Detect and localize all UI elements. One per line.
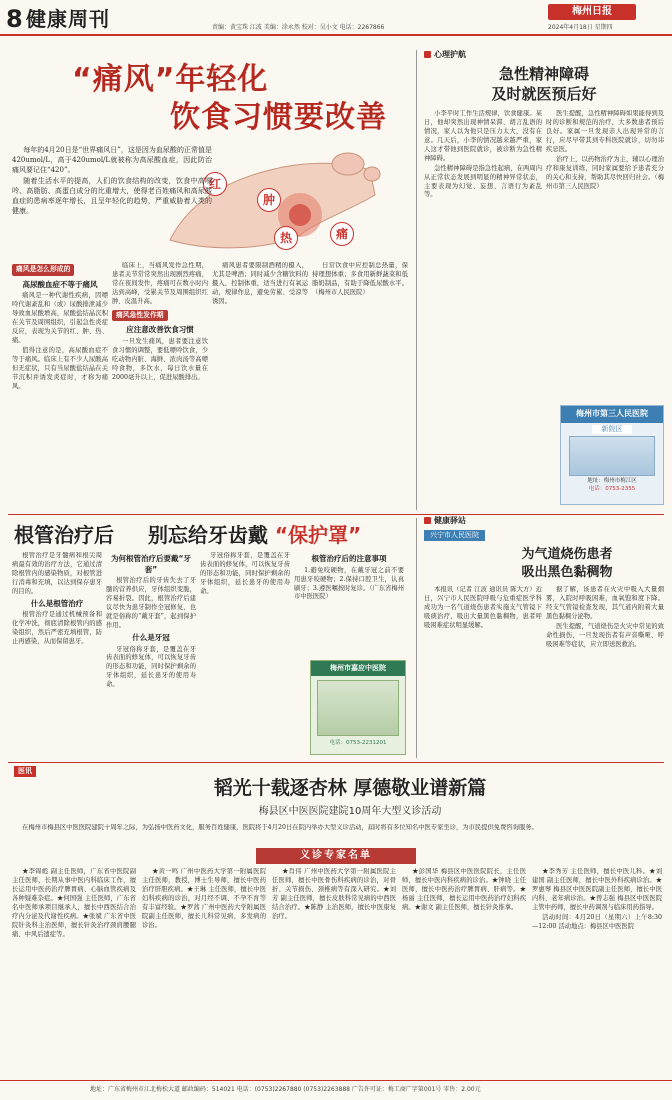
- foot-label-pain: 痛: [330, 222, 354, 246]
- hospital-ad-2: [310, 660, 406, 755]
- root-p2: 根管治疗是通过机械预备和化学冲洗，彻底清除根管内的感染组织，然后严密充填根管，防止再感染，从而保留患牙。: [12, 611, 102, 646]
- gout-col-2: [112, 262, 208, 510]
- root-title: [14, 522, 361, 549]
- foot-label-red: 红: [203, 172, 227, 196]
- gout-h1: 痛风是怎么形成的: [12, 264, 74, 276]
- anniv-intro: [12, 824, 662, 844]
- hospital-ad-1-name: 梅州市第三人民医院: [561, 406, 663, 423]
- mental-section-label: 心理护航: [424, 50, 466, 61]
- mental-p3: 医生提醒，急性精神障碍如果能得到及时的诊断和规范的治疗，大多数患者预后良好。家属一旦发现亲人出现异常的言行，应尽早带其到专科医院就诊，切勿讳疾忌医。: [546, 110, 664, 153]
- gout-lead: [12, 146, 212, 248]
- gout-p2: 值得注意的是，高尿酸血症不等于痛风。临床上有不少人尿酸高但无症状，只有当尿酸盐结晶在关节沉积并诱发炎症时，才称为痛风。: [12, 346, 108, 390]
- anniv-col3-text: ★肖伟 广州中医药大学第一附属医院主任医师，擅长中医骨伤科疾病的诊治，对骨折、关节损伤、颈椎病等有深入研究。★刘芳 副主任医师，擅长皮肤科常见病的中西医结合治疗。★陈静 主治医师，擅长中医康复治疗。: [272, 868, 396, 920]
- mental-p1: 小李平时工作生活规律，饮食健康。某日，他却突然出现神情呆滞、胡言乱语的情况，家人以为他只是压力太大，没有在意。几天后，小李的情况越来越严重，家人这才带他到医院就诊，被诊断为急性精神障碍。: [424, 110, 542, 162]
- anniv-tag: 医讯: [14, 766, 36, 777]
- root-h4: 根管治疗后的注意事项: [311, 554, 387, 563]
- gout-h2: 痛风急性发作期: [112, 310, 168, 322]
- mental-col-2: [546, 110, 664, 360]
- gout-col-3: [212, 262, 308, 510]
- gout-p4: 一旦发生痛风，患者要注意饮食习惯的调整，要低嘌呤饮食，少吃动物内脏、海鲜、浓肉汤等高嘌呤食物，多饮水，每日饮水量在2000毫升以上，促进尿酸排出。: [112, 337, 208, 381]
- smoke-hospital-tag: 兴宁市人民医院: [424, 530, 485, 541]
- hospital-ad-2-photo: [317, 680, 399, 736]
- mental-col-1: [424, 110, 542, 360]
- foot-label-heat: 热: [274, 226, 298, 250]
- root-col-1: [12, 552, 102, 757]
- hospital-ad-2-phone: 电话：0753-2231201: [329, 740, 387, 747]
- anniv-col1-text: ★李锦彪 副主任医师，广东省中医院副主任医师，长期从事中医内科临床工作，擅长运用中医药治疗脾胃病、心脑血管疾病及各种疑难杂症。★何国强 主任医师，广东省名中医师承项目继承人，擅长中西医结合治疗内分泌及代谢性疾病。★张斌 广东省中医院针灸科主治医师，擅长针灸治疗颈肩腰腿痛、中风后遗症等。: [12, 868, 136, 938]
- hospital-building-icon: [569, 436, 655, 476]
- anniv-col-5: [532, 868, 662, 1074]
- foot-label-swelling: 肿: [257, 188, 281, 212]
- smoke-p3: 医生提醒，气道烧伤是火灾中常见的致命性损伤，一旦发现伤者有声音嘶哑、呼吸困难等症状，应立即送医救治。: [546, 622, 664, 648]
- hospital-ad-1-phone: 电话：0753-2355: [588, 485, 636, 492]
- root-title-b: 别忘给牙齿戴: [147, 523, 268, 547]
- smoke-title-line2: 吸出黑色黏稠物: [521, 565, 613, 580]
- gout-title-line2: 饮食习惯要改善: [170, 100, 387, 135]
- gout-h2-sub: 应注意改善饮食习惯: [126, 325, 194, 335]
- smoke-p2: 据了解，该患者在火灾中吸入大量烟雾，入院时呼吸困难，血氧饱和度下降。经支气管镜检查发现，其气道内附着大量黑色黏稠分泌物。: [546, 586, 664, 620]
- anniv-col-1: [12, 868, 136, 1074]
- smoke-title-line1: 为气道烧伤患者: [521, 547, 613, 562]
- root-col-3: [200, 552, 290, 757]
- divider-horizontal-1: [8, 514, 664, 515]
- divider-vertical-right: [416, 50, 417, 510]
- gout-lead-p1: 每年的4月20日是“世界痛风日”，这是因为血尿酸的正常值是420umol/L，高于420umol/L就被称为高尿酸血症，因此防治痛风要记住“420”。: [12, 146, 212, 174]
- root-p3: 根管治疗后的牙齿失去了牙髓的营养供应，牙体组织变脆，容易折裂。因此，根管治疗后建议尽快为患牙制作全冠修复，也就是俗称的“戴牙套”，起到保护作用。: [106, 577, 196, 629]
- divider-vertical-2: [416, 518, 417, 758]
- gout-col-4: [312, 262, 408, 510]
- anniv-col-4: [402, 868, 526, 1074]
- hospital-ad-2-name: 梅州市嘉应中医院: [311, 661, 405, 676]
- mental-p2: 急性精神障碍是指急性起病，在两周内从正常状态发展到明显的精神异常状态，主要表现为幻觉、妄想、言语行为紊乱等。: [424, 164, 542, 199]
- root-p4-cont: 牙冠俗称牙套，是覆盖在牙齿表面的修复体，可以恢复牙齿的形态和功能，同时保护剩余的牙体组织，延长患牙的使用寿命。: [200, 552, 290, 595]
- smoke-col-1: [424, 586, 542, 758]
- masthead: [0, 0, 672, 36]
- gout-col-1: [12, 262, 108, 510]
- root-col-4: [294, 552, 404, 657]
- anniv-col-3: [272, 868, 396, 1074]
- smoke-section-label: 健康驿站: [424, 516, 466, 527]
- section-title: 健康周刊: [26, 7, 110, 31]
- gout-p6: 日常饮食中应控制总热量，保持理想体重；多食用新鲜蔬菜和低脂奶制品，有助于降低尿酸水平。（梅州市人民医院）: [312, 262, 408, 296]
- root-h2: 为何根管治疗后要戴“牙套”: [111, 554, 191, 574]
- page-number: 8: [6, 5, 23, 33]
- root-col-2: [106, 552, 196, 757]
- root-title-a: 根管治疗后: [14, 523, 114, 547]
- date-line: 2024年4月18日 星期四: [548, 24, 613, 31]
- gout-lead-p2: 随着生活水平的提高，人们的饮食结构的改变，饮食中高嘌呤、高脂肪、高蛋白成分的比重增大，使得老百姓痛风和高尿酸血症的患病率逐年增长，且呈年轻化的趋势，严重威胁着人类的健康。: [12, 176, 212, 215]
- root-h3: 什么是牙冠: [132, 632, 170, 642]
- gout-p5: 痛风患者要限制酒精的摄入，尤其是啤酒；同时减少含糖饮料的摄入，控制体重，适当进行有氧运动，规律作息，避免劳累、受凉等诱因。: [212, 262, 308, 305]
- mental-title-line1: 急性精神障碍: [498, 65, 589, 83]
- mental-title-line2: 及时就医预后好: [491, 85, 597, 103]
- root-p5: 1.避免咬硬物，在戴牙冠之前不要用患牙咬硬物；2.保持口腔卫生，认真刷牙；3.遵医嘱按时复诊。（广东省梅州市中医医院）: [294, 566, 404, 601]
- root-p4: 牙冠俗称牙套，是覆盖在牙齿表面的修复体，可以恢复牙齿的形态和功能，同时保护剩余的牙体组织，延长患牙的使用寿命。: [106, 645, 196, 689]
- mental-p4: 治疗上，以药物治疗为主，辅以心理治疗和康复训练，同时家属要给予患者充分的关心和支持，帮助其尽快回归社会。（梅州市第三人民医院）: [546, 155, 664, 190]
- smoke-col-2: [546, 586, 664, 758]
- hospital-ad-1-address: 地址：梅州市梅江区: [587, 478, 637, 485]
- root-p1: 根管治疗是牙髓病和根尖周病最有效的治疗方法，它通过清除根管内的感染物质，对根管进行消毒和充填，以达到保存患牙的目的。: [12, 552, 102, 595]
- gout-h1-sub: 高尿酸血症不等于痛风: [22, 279, 98, 289]
- gout-p3: 临床上，当痛风发作急性期，患者关节常常突然出现剧烈疼痛，常在夜间发作，疼痛可在数小时内达到高峰，受累关节及周围组织红肿、皮温升高。: [112, 262, 208, 305]
- root-title-c: “保护罩”: [274, 523, 362, 547]
- anniv-intro-text: 在梅州市梅县区中医医院建院十周年之际，为弘扬中医药文化，服务百姓健康，医院将于4月20日在院内举办大型义诊活动，届时将有多位知名中医专家坐诊，为市民提供免费咨询服务。: [22, 824, 538, 831]
- anniv-col-2: [142, 868, 266, 1074]
- hospital-ad-1: [560, 405, 664, 505]
- footer: 地址：广东省梅州市江北梅松大道 邮政编码：514021 电话：(0753)2267880 (0753)2263888 广告许可证：梅工商广字第001号 零售：2.00元: [0, 1080, 672, 1100]
- editor-credits: 责编：黄宝珠 江波 美编：涂永然 校对：吴小文 电话：2267866: [212, 24, 385, 31]
- hospital-ad-1-caption: 新院区: [592, 425, 632, 434]
- anniv-col5-text: ★李秀芳 主任医师，擅长中医儿科。★刘建国 副主任医师，擅长中医外科疾病诊治。★罗惠琴 梅县区中医医院副主任医师，擅长中医内科、老年病诊治。★曾志强 梅县区中医医院主管中药师，擅长中药调剂与临床用药指导。: [532, 868, 662, 911]
- anniv-col2-text: ★黄一鸣 广州中医药大学第一附属医院主任医师，教授，博士生导师，擅长中医药治疗肝胆疾病。★王琳 主任医师，擅长中医妇科疾病的诊治，对月经不调、不孕不育等有丰富经验。★罗茜 广州中医药大学附属医院副主任医师，擅长儿科常见病、多发病的诊治。: [142, 868, 266, 929]
- smoke-p1: 本报讯（记者 江波 通讯员 陈大方）近日，兴宁市人民医院呼吸与危重症医学科成功为一名气道烧伤患者实施支气管镜下吸痰治疗，吸出大量黑色黏稠物，患者呼吸困难症状明显缓解。: [424, 586, 542, 629]
- divider-horizontal-2: [8, 762, 664, 763]
- gout-p1: 痛风是一种代谢性疾病，因嘌呤代谢紊乱和（或）尿酸排泄减少导致血尿酸增高，尿酸盐结晶沉积在关节及周围组织，引起急性炎症反应，表现为关节的红、肿、热、痛。: [12, 292, 108, 344]
- root-h1: 什么是根管治疗: [30, 598, 84, 608]
- anniv-time-note: 活动时间：4月20日（星期六）上午8:30—12:00 活动地点：梅县区中医医院: [532, 913, 662, 930]
- paper-logo: 梅州日报: [548, 4, 636, 20]
- gout-title-line1: “痛风”年轻化: [72, 62, 269, 97]
- anniv-subtitle: 梅县区中医医院建院10周年大型义诊活动: [258, 806, 442, 817]
- anniv-col4-text: ★彭国华 梅县区中医医院院长，主任医师，擅长中医内科疾病的诊治。★钟晓 主任医师，擅长中医药治疗脾胃病、肝病等。★杨丽 主任医师，擅长运用中医药治疗妇科疾病。★谢文 副主任医师，擅长针灸推拿。: [402, 868, 526, 911]
- anniv-list-title: 义诊专家名单: [256, 848, 416, 864]
- anniv-title: 韬光十载逐杏林 厚德敬业谱新篇: [213, 777, 487, 799]
